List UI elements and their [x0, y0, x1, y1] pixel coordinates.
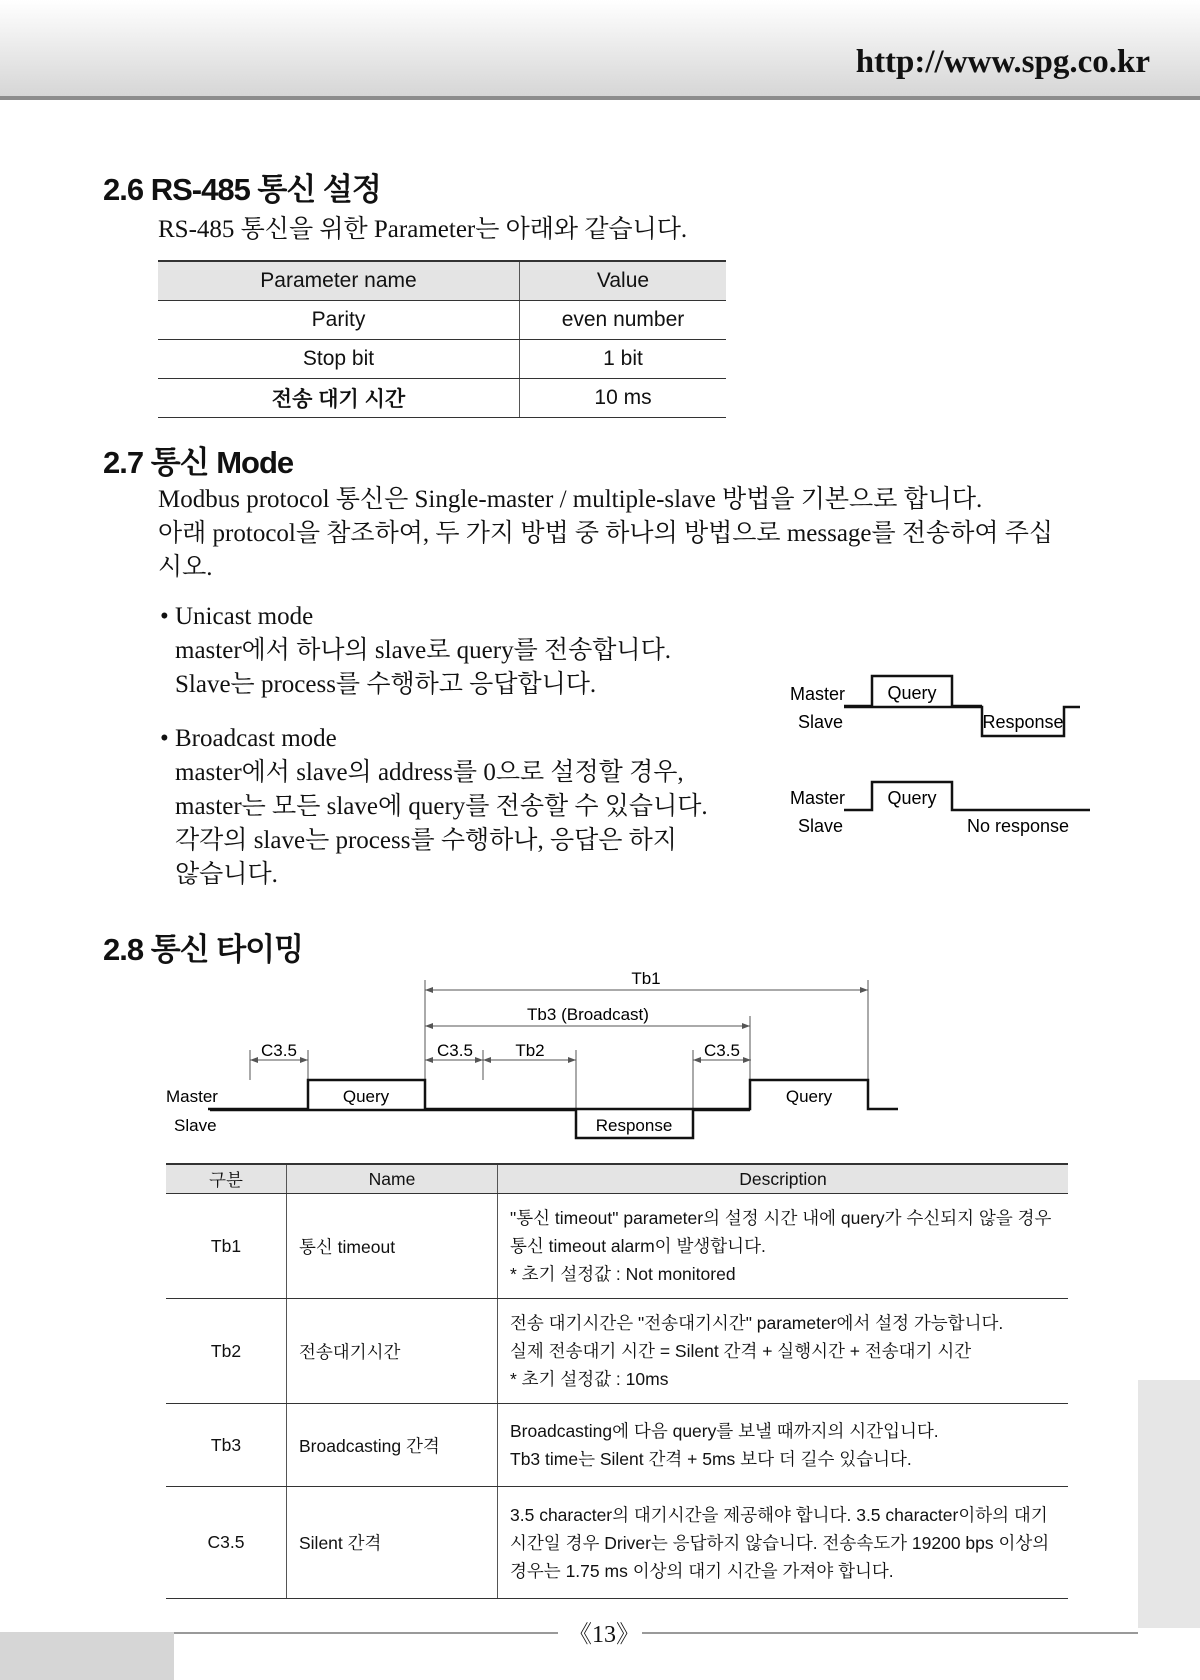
- c35-label-2: C3.5: [437, 1041, 473, 1060]
- header-cell: Description: [498, 1164, 1069, 1194]
- timing-table: [166, 1163, 1068, 1599]
- section-2-8-title: 2.8 통신 타이밍: [103, 932, 304, 967]
- footer-rule-right: [642, 1632, 1138, 1634]
- timing-master-label: Master: [166, 1087, 218, 1106]
- unicast-title: • Unicast mode: [160, 603, 314, 630]
- tb1-label: Tb1: [631, 969, 661, 988]
- desc-line: 경우는 1.75 ms 이상의 대기 시간을 가져야 합니다.: [510, 1560, 894, 1581]
- broadcast-master-line: [844, 782, 1090, 810]
- table-cell: even number: [520, 301, 727, 340]
- timing-diagram: [150, 962, 910, 1148]
- table-cell: Stop bit: [158, 340, 520, 379]
- row-name: 전송대기시간: [287, 1299, 498, 1404]
- header-cell: Parameter name: [158, 261, 520, 301]
- tb2-label: Tb2: [515, 1041, 545, 1060]
- row-name: Silent 간격: [287, 1487, 498, 1599]
- side-tab: [1138, 1380, 1200, 1628]
- row-id: C3.5: [166, 1487, 287, 1599]
- c35-label-1: C3.5: [261, 1041, 297, 1060]
- unicast-master-label: Master: [790, 684, 846, 704]
- table-row: [158, 301, 726, 340]
- parameter-table-header: [158, 261, 726, 301]
- row-id: Tb3: [166, 1404, 287, 1487]
- header-cell: 구분: [166, 1164, 287, 1194]
- broadcast-query-label: Query: [887, 788, 937, 808]
- section-2-7-intro: [158, 483, 1053, 585]
- broadcast-line: 각각의 slave는 process를 수행하나, 응답은 하지: [175, 827, 677, 854]
- table-row: [166, 1299, 1068, 1404]
- broadcast-line: master에서 slave의 address를 0으로 설정할 경우,: [175, 759, 684, 786]
- table-cell: 전송 대기 시간: [158, 379, 520, 418]
- row-description: [498, 1487, 1069, 1599]
- mode-diagram: [780, 670, 1110, 850]
- table-cell: 10 ms: [520, 379, 727, 418]
- table-row: [158, 379, 726, 418]
- table-cell: 1 bit: [520, 340, 727, 379]
- page-header: [0, 0, 1200, 100]
- row-name: 통신 timeout: [287, 1194, 498, 1299]
- unicast-query-label: Query: [887, 683, 937, 703]
- footer-block: [0, 1632, 174, 1680]
- row-name: Broadcasting 간격: [287, 1404, 498, 1487]
- footer-rule-left: [174, 1632, 558, 1634]
- broadcast-title: • Broadcast mode: [160, 725, 337, 752]
- desc-line: 통신 timeout alarm이 발생합니다.: [510, 1236, 766, 1256]
- row-description: [498, 1194, 1069, 1299]
- unicast-line: master에서 하나의 slave로 query를 전송합니다.: [175, 637, 671, 664]
- page-number: 《13》: [568, 1622, 640, 1648]
- desc-line: * 초기 설정값 : Not monitored: [510, 1264, 736, 1284]
- table-cell: Parity: [158, 301, 520, 340]
- c35-label-3: C3.5: [704, 1041, 740, 1060]
- broadcast-slave-label: Slave: [798, 816, 844, 836]
- desc-line: Tb3 time는 Silent 간격 + 5ms 보다 더 길수 있습니다.: [510, 1449, 912, 1469]
- table-row: [166, 1487, 1068, 1599]
- timing-table-header: [166, 1164, 1068, 1194]
- intro-line: Modbus protocol 통신은 Single-master / multiple-slave 방법을 기본으로 합니다.: [158, 486, 983, 513]
- unicast-block: [160, 600, 671, 702]
- table-row: [166, 1194, 1068, 1299]
- section-2-6-intro: RS-485 통신을 위한 Parameter는 아래와 같습니다.: [158, 216, 688, 243]
- header-url: http://www.spg.co.kr: [855, 44, 1150, 80]
- unicast-slave-label: Slave: [798, 712, 844, 732]
- parameter-table: [158, 260, 726, 418]
- header-cell: Name: [287, 1164, 498, 1194]
- section-2-6-title: 2.6 RS-485 통신 설정: [103, 172, 381, 207]
- unicast-response-label: Response: [982, 712, 1064, 732]
- timing-query-label-1: Query: [342, 1087, 390, 1106]
- desc-line: Broadcasting에 다음 query를 보낼 때까지의 시간입니다.: [510, 1421, 939, 1441]
- header-cell: Value: [520, 261, 727, 301]
- no-response-label: No response: [966, 816, 1070, 836]
- desc-line: 3.5 character의 대기시간을 제공해야 합니다. 3.5 character이하의 대기: [510, 1504, 1048, 1525]
- unicast-line: Slave는 process를 수행하고 응답합니다.: [175, 671, 597, 698]
- row-id: Tb2: [166, 1299, 287, 1404]
- desc-line: 시간일 경우 Driver는 응답하지 않습니다. 전송속도가 19200 bps 이상의: [510, 1532, 1050, 1553]
- desc-line: "통신 timeout" parameter의 설정 시간 내에 query가 수신되지 않을 경우: [510, 1208, 1052, 1228]
- table-row: [158, 340, 726, 379]
- broadcast-line: master는 모든 slave에 query를 전송할 수 있습니다.: [175, 793, 708, 820]
- broadcast-block: [160, 722, 708, 892]
- timing-query-label-2: Query: [785, 1087, 833, 1106]
- table-row: [166, 1404, 1068, 1487]
- broadcast-master-label: Master: [790, 788, 846, 808]
- row-description: [498, 1299, 1069, 1404]
- desc-line: 전송 대기시간은 "전송대기시간" parameter에서 설정 가능합니다.: [510, 1313, 1004, 1333]
- timing-slave-label: Slave: [174, 1116, 217, 1135]
- intro-line: 아래 protocol을 참조하여, 두 가지 방법 중 하나의 방법으로 message를 전송하여 주십: [158, 520, 1054, 547]
- row-description: [498, 1404, 1069, 1487]
- desc-line: 실제 전송대기 시간 = Silent 간격 + 실행시간 + 전송대기 시간: [510, 1341, 972, 1361]
- row-id: Tb1: [166, 1194, 287, 1299]
- intro-line: 시오.: [158, 554, 213, 581]
- desc-line: * 초기 설정값 : 10ms: [510, 1369, 669, 1389]
- section-2-7-title: 2.7 통신 Mode: [103, 445, 294, 480]
- tb3-label: Tb3 (Broadcast): [527, 1005, 649, 1024]
- timing-response-label: Response: [595, 1116, 673, 1135]
- broadcast-line: 않습니다.: [175, 861, 278, 888]
